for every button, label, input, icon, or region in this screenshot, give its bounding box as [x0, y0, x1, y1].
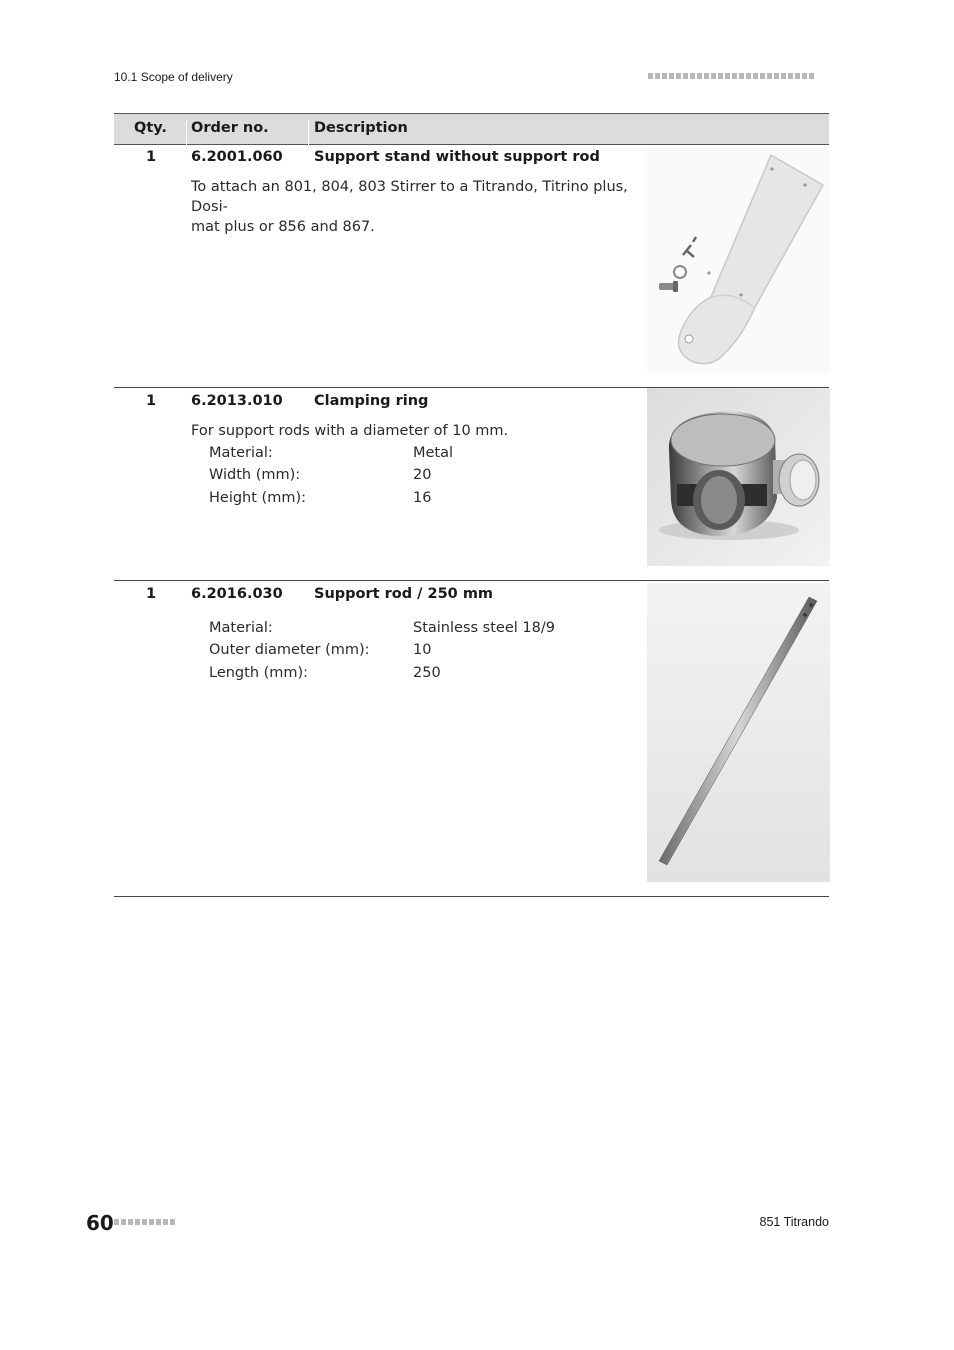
support-stand-image [647, 147, 830, 373]
spec-label: Material: [209, 620, 273, 636]
item-title: Clamping ring [314, 393, 429, 409]
item-qty: 1 [146, 586, 157, 602]
spec-label: Outer diameter (mm): [209, 642, 370, 658]
item-order-no: 6.2016.030 [191, 586, 283, 602]
item-description: For support rods with a diameter of 10 mm. [191, 423, 509, 439]
table-row [114, 581, 829, 896]
spec-label: Width (mm): [209, 467, 301, 483]
spec-value: 16 [413, 490, 432, 506]
table-row [114, 388, 829, 580]
page-number: 60 [86, 1211, 114, 1235]
product-name: 851 Titrando [759, 1215, 829, 1229]
spec-value: 20 [413, 467, 432, 483]
spec-label: Material: [209, 445, 273, 461]
item-description [191, 177, 631, 237]
column-header-description: Description [314, 120, 408, 136]
item-qty: 1 [146, 393, 157, 409]
item-order-no: 6.2013.010 [191, 393, 283, 409]
support-rod-image [647, 583, 830, 882]
footer-decor-dots [114, 1219, 175, 1225]
table-row [114, 143, 829, 387]
spec-value: Stainless steel 18/9 [413, 620, 555, 636]
section-title: 10.1 Scope of delivery [114, 70, 233, 84]
table-header [114, 113, 829, 145]
description-line: To attach an 801, 804, 803 Stirrer to a Titrando, Titrino plus, Dosi- [191, 179, 628, 215]
column-header-order-no: Order no. [191, 120, 269, 136]
item-order-no: 6.2001.060 [191, 149, 283, 165]
column-header-qty: Qty. [134, 120, 167, 136]
spec-label: Height (mm): [209, 490, 306, 506]
item-title: Support stand without support rod [314, 149, 600, 165]
item-title: Support rod / 250 mm [314, 586, 494, 602]
item-qty: 1 [146, 149, 157, 165]
header-decor-dots [648, 73, 814, 79]
spec-value: 10 [413, 642, 432, 658]
spec-value: Metal [413, 445, 454, 461]
spec-value: 250 [413, 665, 441, 681]
description-line: mat plus or 856 and 867. [191, 219, 375, 235]
spec-label: Length (mm): [209, 665, 309, 681]
clamping-ring-image [647, 388, 830, 566]
